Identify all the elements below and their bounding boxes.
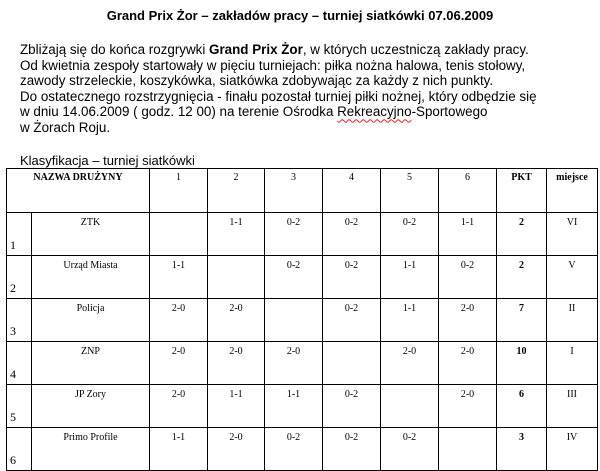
result-cell: 2-0 xyxy=(150,342,208,385)
table-title: Klasyfikacja – turniej siatkówki xyxy=(20,153,195,168)
team-name: Policja xyxy=(32,299,150,342)
result-cell: 1-1 xyxy=(150,428,208,471)
header-col-1: 1 xyxy=(150,169,208,213)
intro-line-5-misspelled: Rekreacyjno xyxy=(337,104,412,120)
result-cell: 0-2 xyxy=(265,428,323,471)
intro-line-1-bold: Grand Prix Żor xyxy=(209,42,303,57)
result-cell: 1-1 xyxy=(208,385,265,428)
row-number: 5 xyxy=(7,385,32,428)
team-name: ZTK xyxy=(32,213,150,256)
intro-line-5-start: w dniu 14.06.2009 ( godz. 12 00) na terenie Ośrodka xyxy=(20,104,338,120)
result-cell: 0-2 xyxy=(323,213,381,256)
result-cell xyxy=(265,299,323,342)
place-cell: V xyxy=(547,256,598,299)
intro-line-4: Do ostatecznego rozstrzygnięcia - finału pozostał turniej piłki nożnej, który odbędzie się xyxy=(20,88,537,104)
place-cell: IV xyxy=(547,428,598,471)
team-name: JP Zory xyxy=(32,385,150,428)
result-cell: 1-1 xyxy=(381,299,439,342)
place-cell: II xyxy=(547,299,598,342)
result-cell: 1-1 xyxy=(265,385,323,428)
result-cell: 2-0 xyxy=(439,385,497,428)
result-cell: 2-0 xyxy=(208,342,265,385)
header-place: miejsce xyxy=(547,169,598,213)
result-cell: 1-1 xyxy=(150,256,208,299)
place-cell: VI xyxy=(547,213,598,256)
intro-line-1 xyxy=(20,42,595,58)
header-col-5: 5 xyxy=(381,169,439,213)
result-cell: 2-0 xyxy=(208,299,265,342)
table-row xyxy=(7,385,598,428)
header-team-name: NAZWA DRUŻYNY xyxy=(7,169,150,213)
result-cell: 2-0 xyxy=(150,299,208,342)
team-name: ZNP xyxy=(32,342,150,385)
row-number: 2 xyxy=(7,256,32,299)
result-cell xyxy=(439,428,497,471)
intro-line-1-end: , w których uczestniczą zakłady pracy. xyxy=(302,42,529,57)
points-cell: 6 xyxy=(497,385,547,428)
result-cell: 0-2 xyxy=(265,213,323,256)
intro-line-2: Od kwietnia zespoły startowały w pięciu turniejach: piłka nożna halowa, tenis stołowy, xyxy=(20,57,526,73)
result-cell: 0-2 xyxy=(323,299,381,342)
table-row xyxy=(7,342,598,385)
intro-line-3: zawody strzeleckie, koszykówka, siatkówka zdobywając za każdy z nich punkty. xyxy=(20,73,494,89)
table-row xyxy=(7,256,598,299)
intro-line-6: w Żorach Roju. xyxy=(20,119,111,135)
points-cell: 2 xyxy=(497,256,547,299)
row-number: 3 xyxy=(7,299,32,342)
place-cell: III xyxy=(547,385,598,428)
table-row xyxy=(7,213,598,256)
header-col-6: 6 xyxy=(439,169,497,213)
points-cell: 7 xyxy=(497,299,547,342)
result-cell xyxy=(381,385,439,428)
result-cell xyxy=(150,213,208,256)
table-header-row xyxy=(7,169,598,213)
intro-line-5 xyxy=(20,104,595,120)
result-cell: 2-0 xyxy=(381,342,439,385)
header-pkt: PKT xyxy=(497,169,547,213)
intro-paragraph xyxy=(20,42,595,136)
team-name: Urząd Miasta xyxy=(32,256,150,299)
table-row xyxy=(7,299,598,342)
result-cell: 2-0 xyxy=(439,342,497,385)
row-number: 4 xyxy=(7,342,32,385)
result-cell: 2-0 xyxy=(208,428,265,471)
header-col-4: 4 xyxy=(323,169,381,213)
points-cell: 2 xyxy=(497,213,547,256)
result-cell xyxy=(323,342,381,385)
result-cell: 2-0 xyxy=(265,342,323,385)
intro-line-5-end: -Sportowego xyxy=(411,104,488,120)
points-cell: 3 xyxy=(497,428,547,471)
result-cell: 0-2 xyxy=(439,256,497,299)
result-cell: 1-1 xyxy=(208,213,265,256)
result-cell: 1-1 xyxy=(439,213,497,256)
result-cell: 0-2 xyxy=(381,213,439,256)
result-cell: 0-2 xyxy=(265,256,323,299)
place-cell: I xyxy=(547,342,598,385)
row-number: 1 xyxy=(7,213,32,256)
result-cell: 2-0 xyxy=(439,299,497,342)
header-col-2: 2 xyxy=(208,169,265,213)
row-number: 6 xyxy=(7,428,32,471)
team-name: Primo Profile xyxy=(32,428,150,471)
result-cell: 0-2 xyxy=(323,428,381,471)
standings-table xyxy=(6,168,598,471)
intro-line-1-start: Zbliżają się do końca rozgrywki xyxy=(20,42,210,57)
result-cell: 0-2 xyxy=(381,428,439,471)
table-row xyxy=(7,428,598,471)
result-cell: 0-2 xyxy=(323,256,381,299)
page-title: Grand Prix Żor – zakładów pracy – turniej siatkówki 07.06.2009 xyxy=(106,8,494,23)
result-cell: 1-1 xyxy=(381,256,439,299)
result-cell: 2-0 xyxy=(150,385,208,428)
points-cell: 10 xyxy=(497,342,547,385)
result-cell xyxy=(208,256,265,299)
result-cell: 0-2 xyxy=(323,385,381,428)
header-col-3: 3 xyxy=(265,169,323,213)
